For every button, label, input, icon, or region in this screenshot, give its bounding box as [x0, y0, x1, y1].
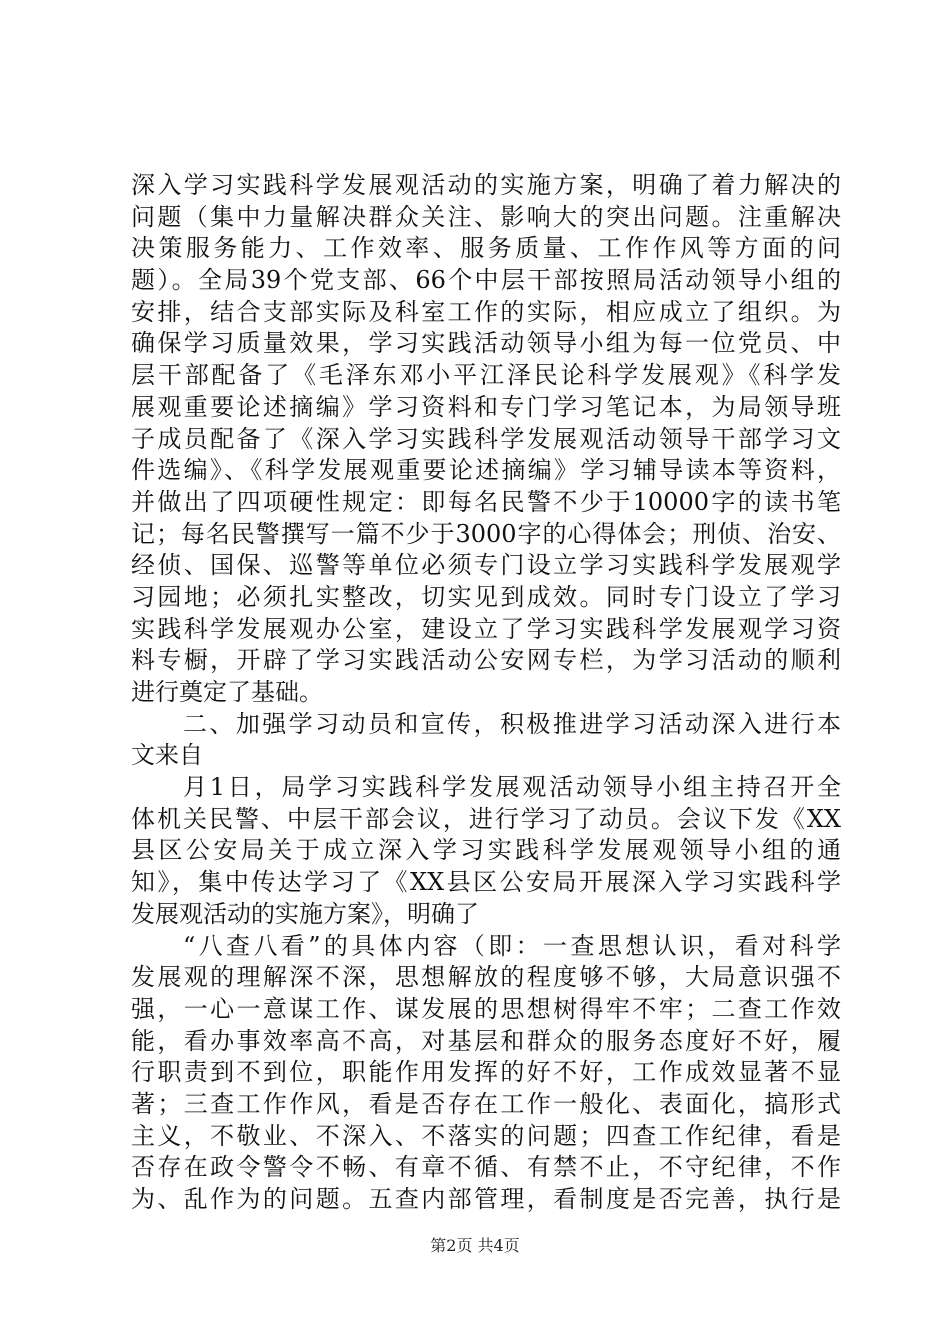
body-line: 深入学习实践科学发展观活动的实施方案，明确了着力解决的	[131, 171, 841, 199]
body-line: 行职责到不到位，职能作用发挥的好不好，工作成效显著不显	[131, 1058, 841, 1087]
body-line: 发展观的理解深不深，思想解放的程度够不够，大局意识强不	[131, 963, 841, 992]
section-heading-line: 文来自	[131, 741, 203, 770]
body-line: 展观重要论述摘编》学习资料和专门学习笔记本，为局领导班	[131, 392, 841, 421]
section-heading-line: 二、加强学习动员和宣传，积极推进学习活动深入进行本	[183, 709, 841, 738]
body-line: 发展观活动的实施方案》，明确了	[131, 899, 479, 928]
body-line: 记；每名民警撰写一篇不少于3000字的心得体会；刑侦、治安、	[131, 519, 841, 548]
body-line: 著；三查工作作风，看是否存在工作一般化、表面化，搞形式	[131, 1089, 841, 1118]
body-line: 否存在政令警令不畅、有章不循、有禁不止，不守纪律，不作	[131, 1153, 841, 1182]
body-line: 层干部配备了《毛泽东邓小平江泽民论科学发展观》《科学发	[131, 361, 841, 390]
body-line: 问题（集中力量解决群众关注、影响大的突出问题。注重解决	[131, 202, 841, 231]
body-line: 知》，集中传达学习了《XX县区公安局开展深入学习实践科学	[131, 868, 841, 897]
body-line: 月1日，局学习实践科学发展观活动领导小组主持召开全	[183, 773, 841, 802]
body-line: 体机关民警、中层干部会议，进行学习了动员。会议下发《XX	[131, 804, 841, 833]
document-body	[131, 170, 841, 1216]
body-line: 件选编》、《科学发展观重要论述摘编》学习辅导读本等资料，	[131, 456, 841, 485]
body-line: 能，看办事效率高不高，对基层和群众的服务态度好不好，履	[131, 1026, 841, 1055]
body-line: 县区公安局关于成立深入学习实践科学发展观领导小组的通	[131, 836, 841, 865]
body-line: 确保学习质量效果，学习实践活动领导小组为每一位党员、中	[131, 329, 841, 358]
body-line: 料专橱，开辟了学习实践活动公安网专栏，为学习活动的顺利	[131, 646, 841, 675]
body-line: 经侦、国保、巡警等单位必须专门设立学习实践科学发展观学	[131, 551, 841, 580]
page-number-footer: 第2页 共4页	[430, 1236, 520, 1255]
body-line: 习园地；必须扎实整改，切实见到成效。同时专门设立了学习	[131, 582, 841, 611]
body-line: 并做出了四项硬性规定：即每名民警不少于10000字的读书笔	[131, 487, 841, 516]
body-line: 进行奠定了基础。	[131, 678, 323, 706]
body-line: 安排，结合支部实际及科室工作的实际，相应成立了组织。为	[131, 297, 841, 326]
body-line: 为、乱作为的问题。五查内部管理，看制度是否完善，执行是	[131, 1185, 841, 1213]
body-line: 题）。全局39个党支部、66个中层干部按照局活动领导小组的	[131, 266, 841, 295]
body-line: 强，一心一意谋工作、谋发展的思想树得牢不牢；二查工作效	[131, 994, 841, 1023]
body-line: 子成员配备了《深入学习实践科学发展观活动领导干部学习文	[131, 424, 841, 453]
body-line: 实践科学发展观办公室，建设立了学习实践科学发展观学习资	[131, 614, 841, 643]
body-line: “八查八看”的具体内容（即：一查思想认识，看对科学	[183, 931, 841, 960]
body-line: 决策服务能力、工作效率、服务质量、工作作风等方面的问	[131, 234, 841, 263]
body-line: 主义，不敬业、不深入、不落实的问题；四查工作纪律，看是	[131, 1121, 841, 1150]
